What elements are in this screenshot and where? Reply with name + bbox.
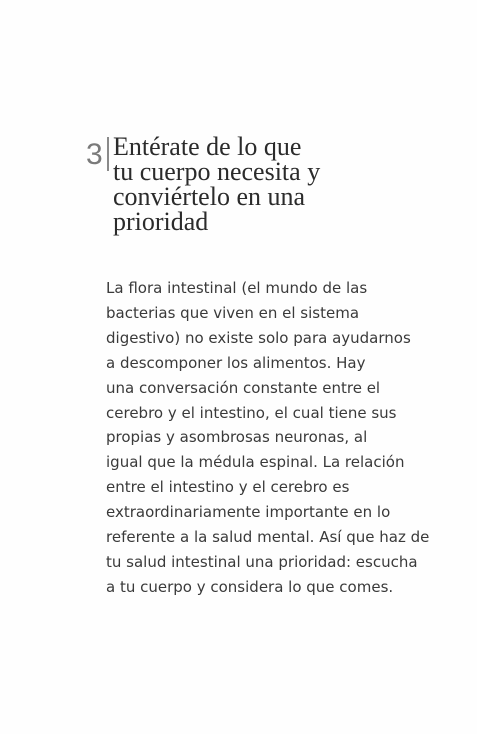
chapter-title-line: tu cuerpo necesita y (113, 157, 321, 186)
body-line: a tu cuerpo y considera lo que comes. (106, 577, 394, 596)
body-line: entre el intestino y el cerebro es (106, 478, 350, 497)
body-line: a descomponer los alimentos. Hay (106, 353, 366, 372)
body-line: digestivo) no existe solo para ayudarnos (106, 328, 411, 347)
body-line: propias y asombrosas neuronas, al (106, 428, 368, 447)
chapter-number: 3 (86, 138, 103, 171)
body-paragraph (106, 276, 456, 600)
chapter-title-line: conviértelo en una (113, 182, 306, 211)
body-line: La flora intestinal (el mundo de las (106, 279, 368, 297)
chapter-divider-bar (107, 137, 109, 171)
chapter-title-line: prioridad (113, 207, 209, 236)
body-line: bacterias que viven en el sistema (106, 303, 360, 322)
chapter-title (113, 134, 453, 234)
body-line: igual que la médula espinal. La relación (106, 453, 405, 472)
body-line: tu salud intestinal una prioridad: escucha (106, 552, 418, 571)
chapter-title-line: Entérate de lo que (113, 132, 302, 161)
body-line: cerebro y el intestino, el cual tiene sus (106, 403, 397, 422)
body-line: extraordinariamente importante en lo (106, 503, 391, 522)
body-line: referente a la salud mental. Así que haz de (106, 528, 430, 547)
body-line: una conversación constante entre el (106, 378, 381, 397)
